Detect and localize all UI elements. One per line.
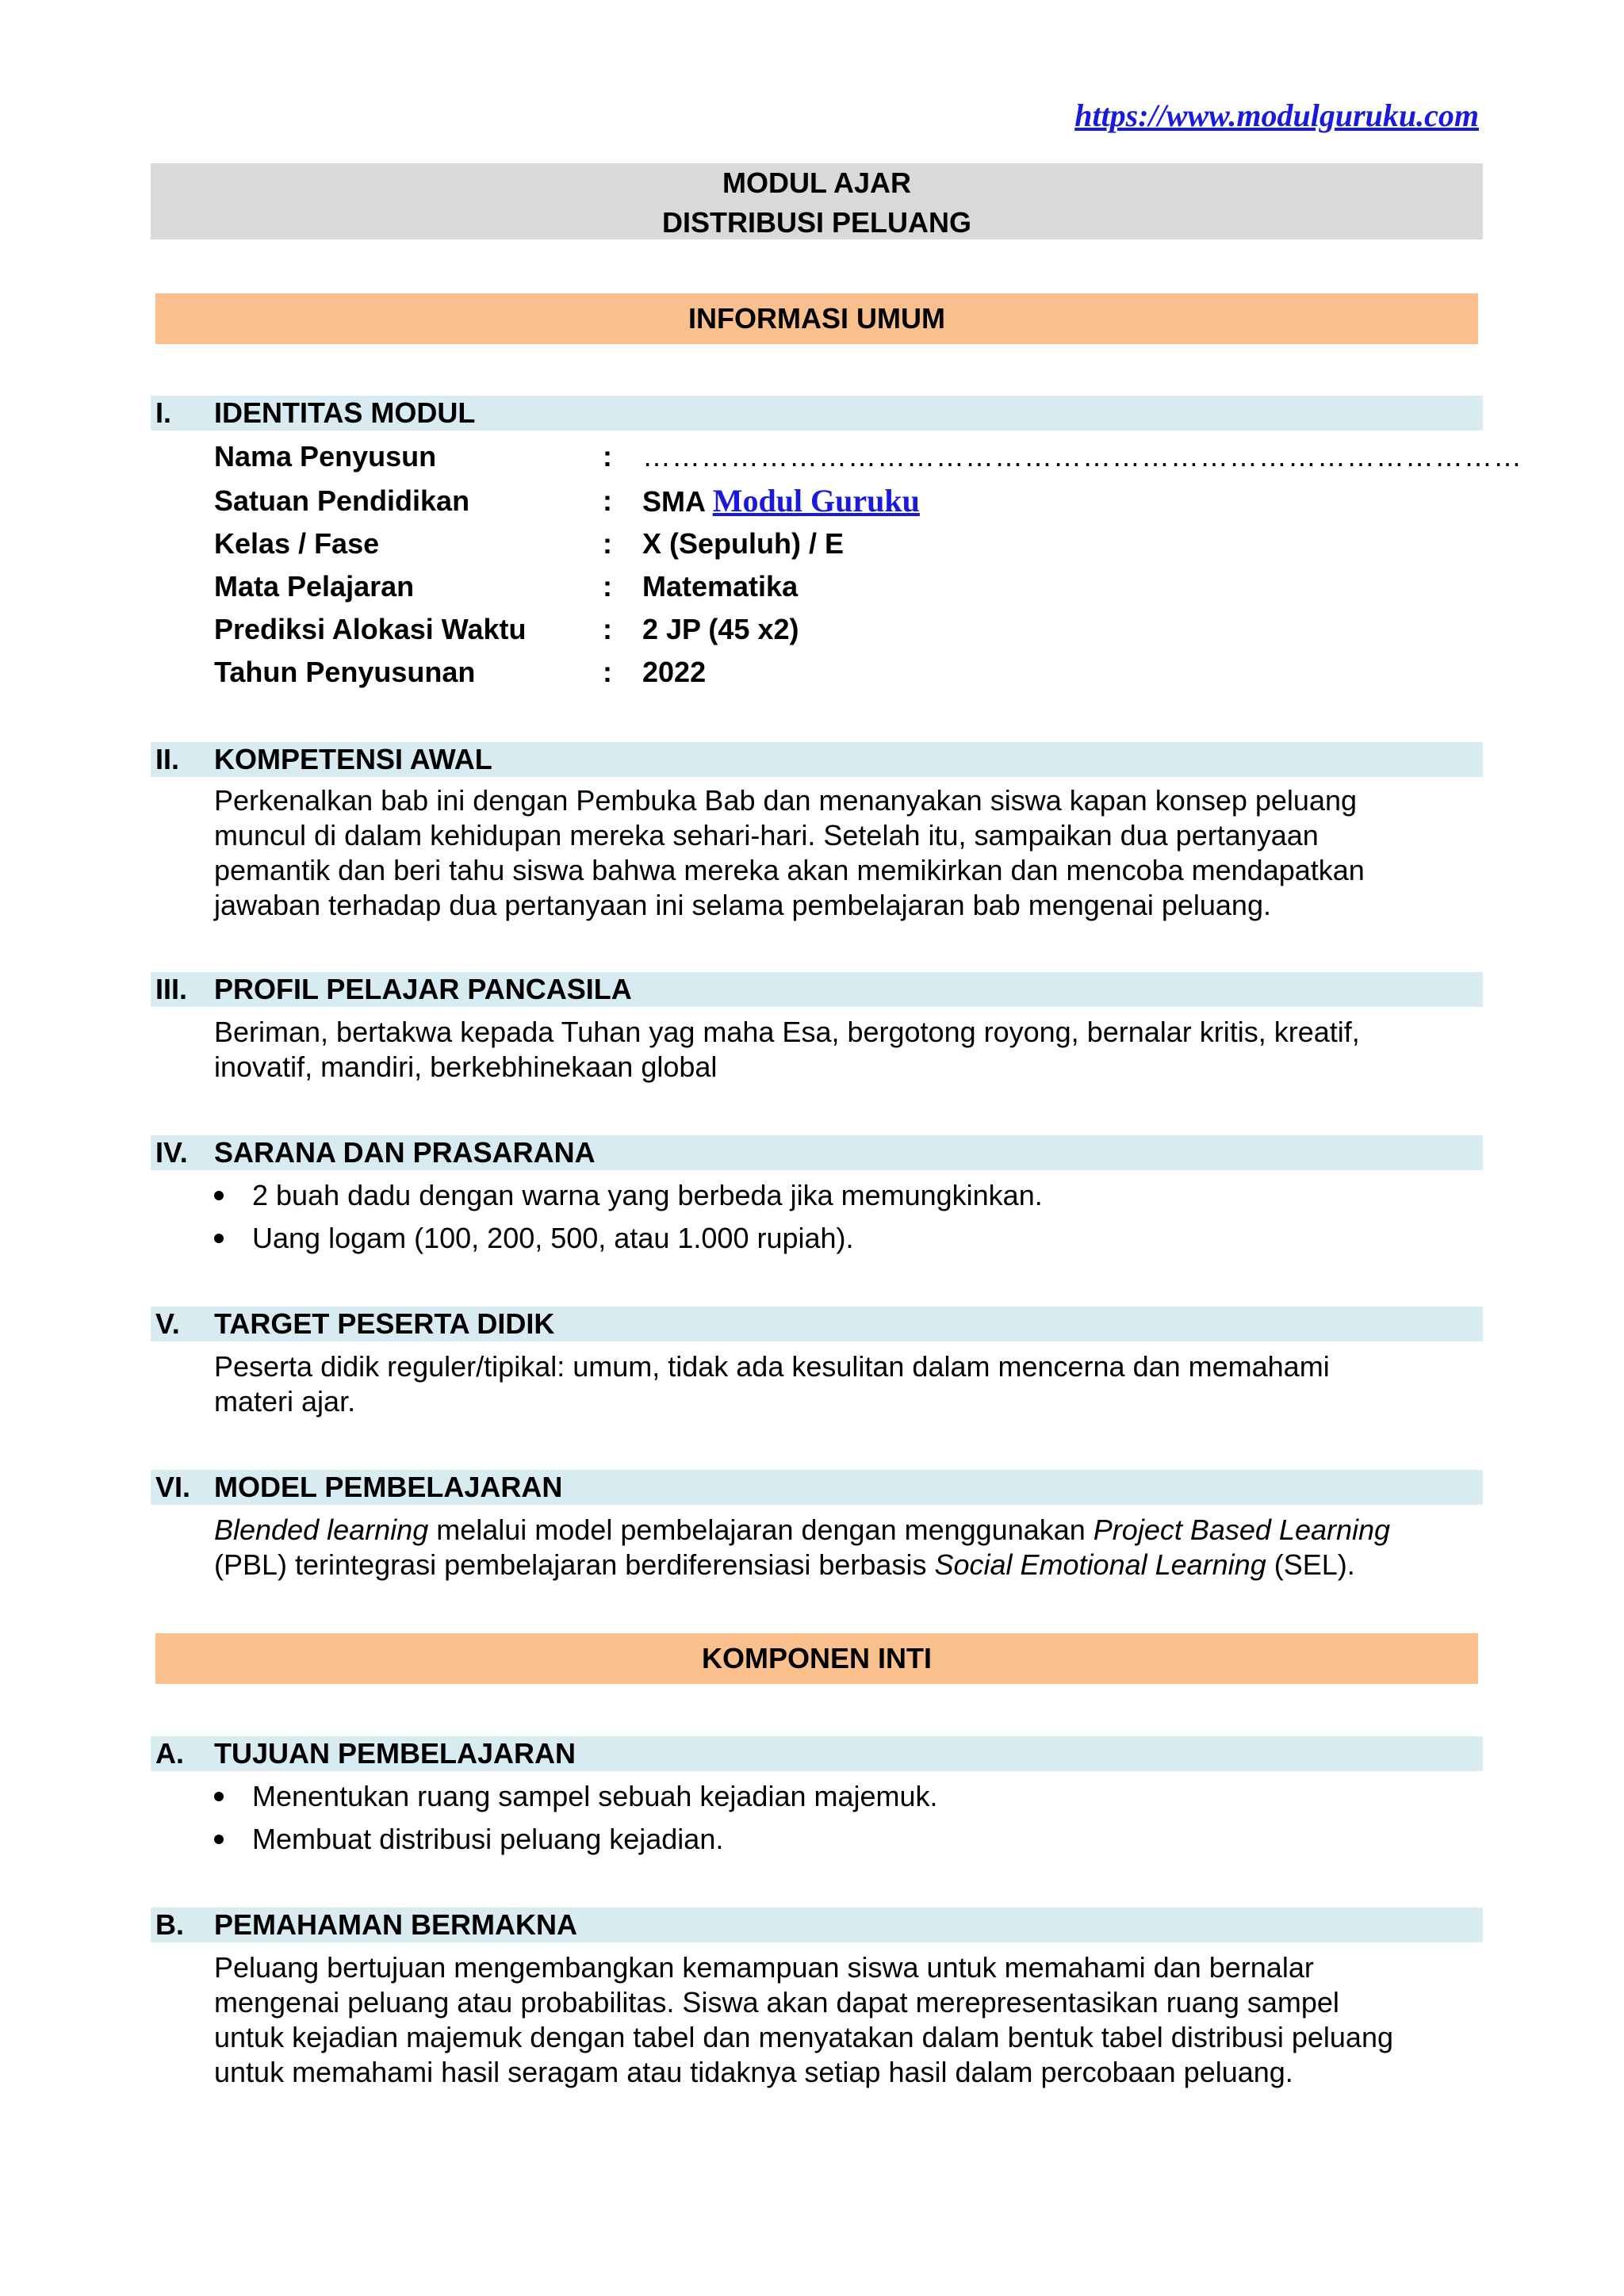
paragraph-text: melalui model pembelajaran dengan menggunakan	[428, 1513, 1094, 1546]
identity-label: Mata Pelajaran	[214, 570, 415, 603]
identity-colon: :	[603, 570, 612, 603]
list-item-text: Menentukan ruang sampel sebuah kejadian majemuk.	[252, 1780, 938, 1812]
identity-label: Tahun Penyusunan	[214, 656, 476, 688]
identity-value: ………………………………………………………………………………	[642, 440, 1522, 473]
module-title-box	[151, 163, 1483, 239]
section-number: II.	[155, 743, 180, 775]
identity-value: 2 JP (45 x2)	[642, 613, 799, 645]
identity-label: Satuan Pendidikan	[214, 484, 470, 517]
identity-label: Prediksi Alokasi Waktu	[214, 613, 527, 645]
paragraph-line: jawaban terhadap dua pertanyaan ini selama pembelajaran bab mengenai peluang.	[214, 889, 1271, 921]
identity-colon: :	[603, 527, 612, 560]
section-header-identitas	[151, 396, 1483, 430]
list-item	[214, 1822, 1483, 1865]
kompetensi-paragraph	[214, 783, 1483, 923]
module-title-line1: MODUL AJAR	[722, 166, 911, 199]
section-number: V.	[155, 1307, 180, 1340]
paragraph-line: mengenai peluang atau probabilitas. Siswa akan dapat merepresentasikan ruang sampel	[214, 1986, 1339, 2019]
bullet-icon	[214, 1835, 224, 1844]
profil-paragraph	[214, 1015, 1483, 1085]
paragraph-line: Perkenalkan bab ini dengan Pembuka Bab dan menanyakan siswa kapan konsep peluang	[214, 784, 1358, 817]
list-item-text: 2 buah dadu dengan warna yang berbeda jika memungkinkan.	[252, 1179, 1043, 1211]
section-title: TARGET PESERTA DIDIK	[214, 1307, 555, 1340]
section-number: VI.	[155, 1471, 191, 1503]
section-header-kompetensi	[151, 742, 1483, 777]
tujuan-list	[214, 1779, 1483, 1865]
section-title: KOMPETENSI AWAL	[214, 743, 492, 775]
section-title: PEMAHAMAN BERMAKNA	[214, 1908, 577, 1941]
section-number: A.	[155, 1737, 184, 1770]
paragraph-line: Peluang bertujuan mengembangkan kemampuan siswa untuk memahami dan bernalar	[214, 1951, 1314, 1984]
module-title-line2: DISTRIBUSI PELUANG	[661, 206, 972, 239]
paragraph-line: inovatif, mandiri, berkebhinekaan global	[214, 1050, 718, 1083]
italic-term: Social Emotional Learning	[934, 1548, 1266, 1581]
identity-colon: :	[603, 613, 612, 645]
section-header-target	[151, 1307, 1483, 1341]
section-number: B.	[155, 1908, 184, 1941]
section-title: MODEL PEMBELAJARAN	[214, 1471, 563, 1503]
section-header-pemahaman	[151, 1908, 1483, 1942]
identity-colon: :	[603, 656, 612, 688]
identity-colon: :	[603, 484, 612, 517]
section-number: III.	[155, 973, 188, 1005]
band-informasi-umum: INFORMASI UMUM	[155, 293, 1478, 344]
paragraph-line: untuk kejadian majemuk dengan tabel dan menyatakan dalam bentuk tabel distribusi peluang	[214, 2021, 1393, 2053]
bullet-icon	[214, 1792, 224, 1801]
section-header-model	[151, 1470, 1483, 1505]
section-header-profil	[151, 972, 1483, 1007]
identity-label: Kelas / Fase	[214, 527, 380, 560]
paragraph-line	[214, 1548, 1483, 1582]
identity-value: Matematika	[642, 570, 799, 603]
identity-value: X (Sepuluh) / E	[642, 527, 845, 560]
paragraph-line: Beriman, bertakwa kepada Tuhan yag maha Esa, bergotong royong, bernalar kritis, kreatif,	[214, 1016, 1360, 1048]
paragraph-text: (PBL) terintegrasi pembelajaran berdiferensiasi berbasis	[214, 1548, 935, 1581]
target-paragraph	[214, 1349, 1483, 1419]
site-url-link[interactable]: https://www.modulguruku.com	[1074, 98, 1479, 133]
section-title: TUJUAN PEMBELAJARAN	[214, 1737, 576, 1770]
list-item	[214, 1779, 1483, 1822]
bullet-icon	[214, 1191, 224, 1200]
paragraph-line: pemantik dan beri tahu siswa bahwa mereka akan memikirkan dan mencoba mendapatkan	[214, 854, 1365, 886]
list-item	[214, 1221, 1483, 1264]
italic-term: Blended learning	[214, 1513, 429, 1546]
paragraph-line: muncul di dalam kehidupan mereka sehari-hari. Setelah itu, sampaikan dua pertanyaan	[214, 819, 1319, 851]
paragraph-line	[214, 1513, 1483, 1548]
section-title: SARANA DAN PRASARANA	[214, 1136, 596, 1169]
section-header-tujuan	[151, 1736, 1483, 1771]
section-title: IDENTITAS MODUL	[214, 396, 476, 429]
sarana-list	[214, 1178, 1483, 1264]
section-header-sarana	[151, 1135, 1483, 1170]
list-item-text: Membuat distribusi peluang kejadian.	[252, 1823, 724, 1855]
identity-value-prefix: SMA	[642, 485, 705, 518]
identity-value	[642, 484, 920, 519]
band-komponen-inti: KOMPONEN INTI	[155, 1633, 1478, 1684]
paragraph-line: Peserta didik reguler/tipikal: umum, tidak ada kesulitan dalam mencerna dan memahami	[214, 1350, 1330, 1383]
paragraph-line: untuk memahami hasil seragam atau tidaknya setiap hasil dalam percobaan peluang.	[214, 2056, 1293, 2088]
section-title: PROFIL PELAJAR PANCASILA	[214, 973, 632, 1005]
section-number: I.	[155, 396, 172, 429]
pemahaman-paragraph	[214, 1950, 1483, 2090]
section-number: IV.	[155, 1136, 188, 1169]
list-item	[214, 1178, 1483, 1221]
identity-colon: :	[603, 440, 612, 473]
paragraph-line: materi ajar.	[214, 1385, 356, 1418]
school-name-link[interactable]: Modul Guruku	[712, 483, 920, 519]
paragraph-text: (SEL).	[1266, 1548, 1355, 1581]
italic-term: Project Based Learning	[1093, 1513, 1391, 1546]
identity-label: Nama Penyusun	[214, 440, 437, 473]
list-item-text: Uang logam (100, 200, 500, atau 1.000 rupiah).	[252, 1222, 854, 1254]
identity-value: 2022	[642, 656, 707, 688]
bullet-icon	[214, 1234, 224, 1243]
model-paragraph	[214, 1513, 1483, 1582]
